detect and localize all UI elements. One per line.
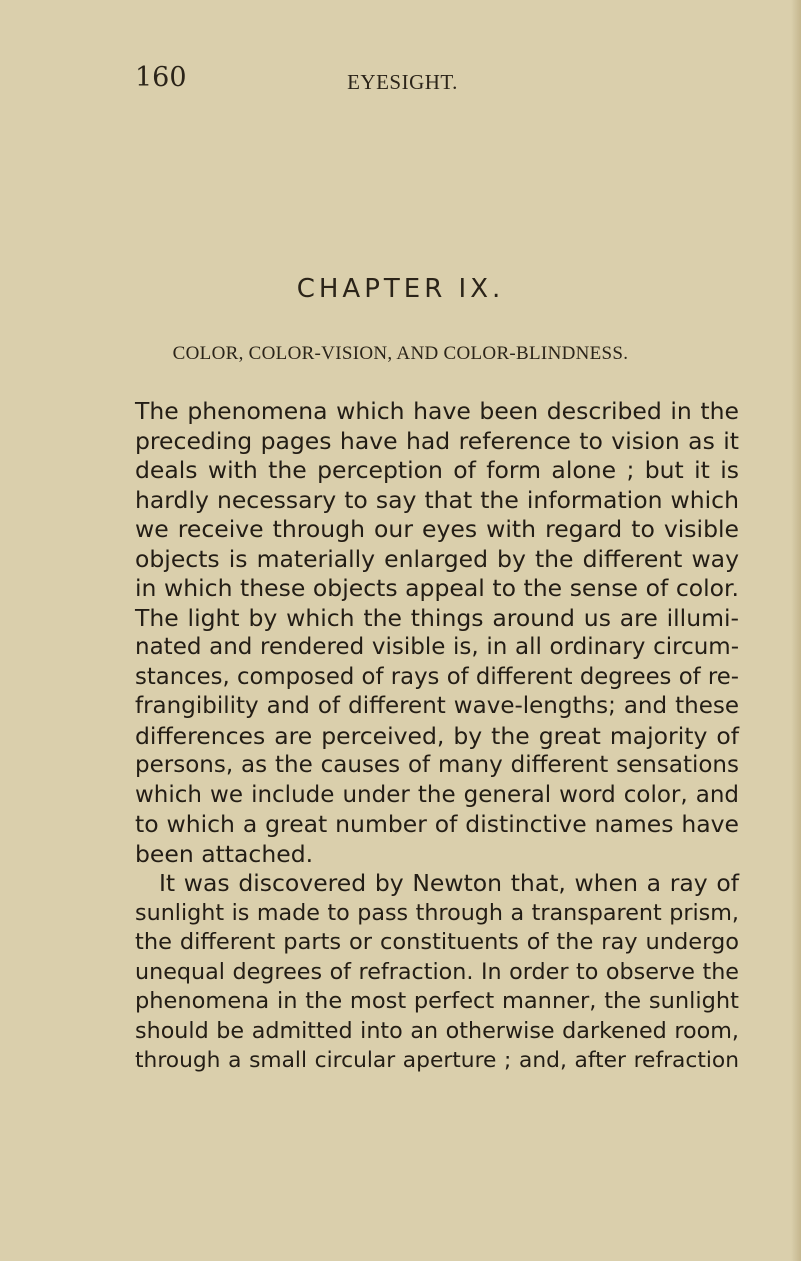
text-line: preceding pages have had reference to vision as it <box>135 426 739 455</box>
text-line: differences are perceived, by the great majority of <box>135 721 739 750</box>
page-number: 160 <box>135 62 187 93</box>
text-line: nated and rendered visible is, in all ordinary circum- <box>135 634 739 660</box>
paragraph-2 <box>135 869 739 1076</box>
text-line: deals with the perception of form alone ; but it is <box>135 456 739 484</box>
page-edge-shadow <box>791 0 801 1261</box>
text-line: to which a great number of distinctive names have <box>135 810 739 838</box>
text-line: objects is materially enlarged by the different way <box>135 544 739 573</box>
text-line: unequal degrees of refraction. In order to observe the <box>135 958 739 985</box>
text-line: persons, as the causes of many different sensations <box>135 752 739 778</box>
text-line: in which these objects appeal to the sense of color. <box>135 574 739 602</box>
text-line: The phenomena which have been described in the <box>135 397 739 425</box>
text-line: should be admitted into an otherwise darkened room, <box>135 1017 739 1044</box>
paragraph-1 <box>135 397 739 869</box>
chapter-subtitle: COLOR, COLOR-VISION, AND COLOR-BLINDNESS. <box>172 343 629 364</box>
text-line: It was discovered by Newton that, when a ray of <box>159 869 739 897</box>
chapter-heading: CHAPTER IX. <box>296 274 505 304</box>
body-text <box>135 397 739 1076</box>
text-line: phenomena in the most perfect manner, the sunlight <box>135 988 739 1014</box>
running-head <box>135 62 670 102</box>
text-line: we receive through our eyes with regard to visible <box>135 515 739 543</box>
running-title: EYESIGHT. <box>347 70 458 94</box>
text-line: through a small circular aperture ; and, after refraction <box>135 1048 739 1073</box>
text-line: which we include under the general word color, and <box>135 781 739 808</box>
text-line: frangibility and of different wave-lengths; and these <box>135 693 739 719</box>
text-line: hardly necessary to say that the information which <box>135 485 739 514</box>
text-line: The light by which the things around us are illumi- <box>135 603 739 632</box>
text-line: stances, composed of rays of different degrees of re- <box>135 663 739 690</box>
text-line: sunlight is made to pass through a transparent prism, <box>135 899 739 926</box>
text-line: the different parts or constituents of the ray undergo <box>135 929 739 955</box>
text-line: been attached. <box>135 839 314 868</box>
